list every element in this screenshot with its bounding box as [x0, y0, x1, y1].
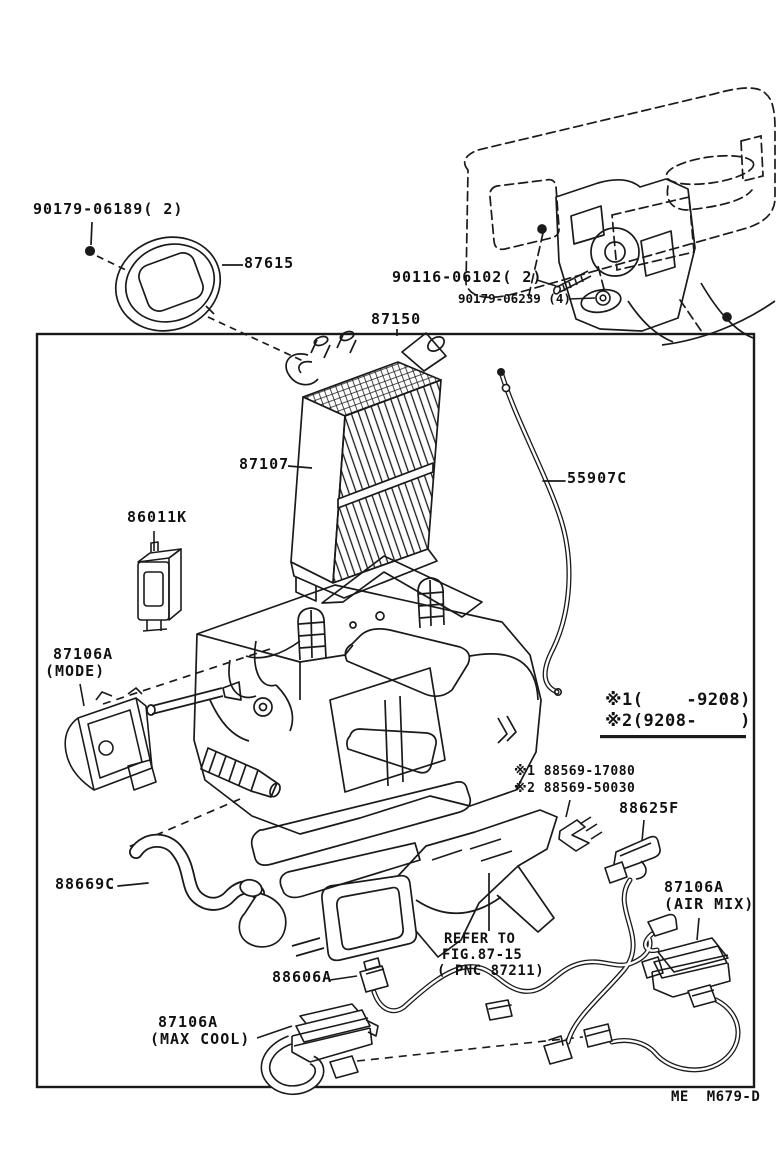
control-cable-drawing	[497, 368, 569, 695]
hose-drawing	[118, 841, 286, 947]
clamp-drawing	[559, 800, 602, 851]
part-label-87615: 87615	[244, 254, 295, 272]
part-label-90179-06189: 90179-06189( 2)	[33, 200, 184, 218]
resistor-drawing	[138, 531, 181, 631]
servo-airmix-drawing	[642, 915, 730, 1007]
part-label-90116-06102: 90116-06102( 2)	[392, 268, 543, 286]
refer-note-line2: FIG.87-15	[442, 947, 523, 963]
servo-maxcool-drawing	[257, 1004, 378, 1090]
duct-drawing	[292, 810, 557, 960]
part-label-88669c: 88669C	[55, 875, 116, 893]
figure-code: ME M679-D	[671, 1089, 761, 1105]
refer-note-line1: REFER TO	[444, 931, 516, 947]
production-note-line1: ※1( -9208)	[605, 690, 751, 710]
part-sublabel-mode: (MODE)	[45, 662, 106, 680]
part-label-87106a-mode: 87106A	[53, 645, 114, 663]
heater-core-drawing	[286, 330, 447, 601]
part-label-88625f: 88625F	[619, 799, 680, 817]
note-underline	[600, 735, 746, 738]
part-label-90179-06239: 90179-06239 (4)	[458, 291, 571, 306]
part-label-87106a-airmix: 87106A	[664, 878, 725, 896]
production-note-line2: ※2(9208- )	[605, 711, 751, 731]
part-label-88569-17080: ※1 88569-17080	[514, 764, 636, 779]
part-label-87150: 87150	[371, 310, 422, 328]
part-label-88569-50030: ※2 88569-50030	[514, 781, 636, 796]
part-label-86011k: 86011K	[127, 508, 188, 526]
part-label-55907c: 55907C	[567, 469, 628, 487]
part-label-87107: 87107	[239, 455, 290, 473]
servo-mode-drawing	[65, 684, 156, 790]
part-label-88606a: 88606A	[272, 968, 333, 986]
grommet-drawing	[86, 222, 303, 361]
refer-note-line3: ( PNC 87211)	[437, 963, 545, 979]
wire-88625f-drawing	[605, 820, 660, 883]
part-sublabel-airmix: (AIR MIX)	[664, 895, 755, 913]
part-label-87106a-maxcool: 87106A	[158, 1013, 219, 1031]
part-sublabel-maxcool: (MAX COOL)	[150, 1030, 251, 1048]
thermistor-drawing	[330, 958, 388, 992]
